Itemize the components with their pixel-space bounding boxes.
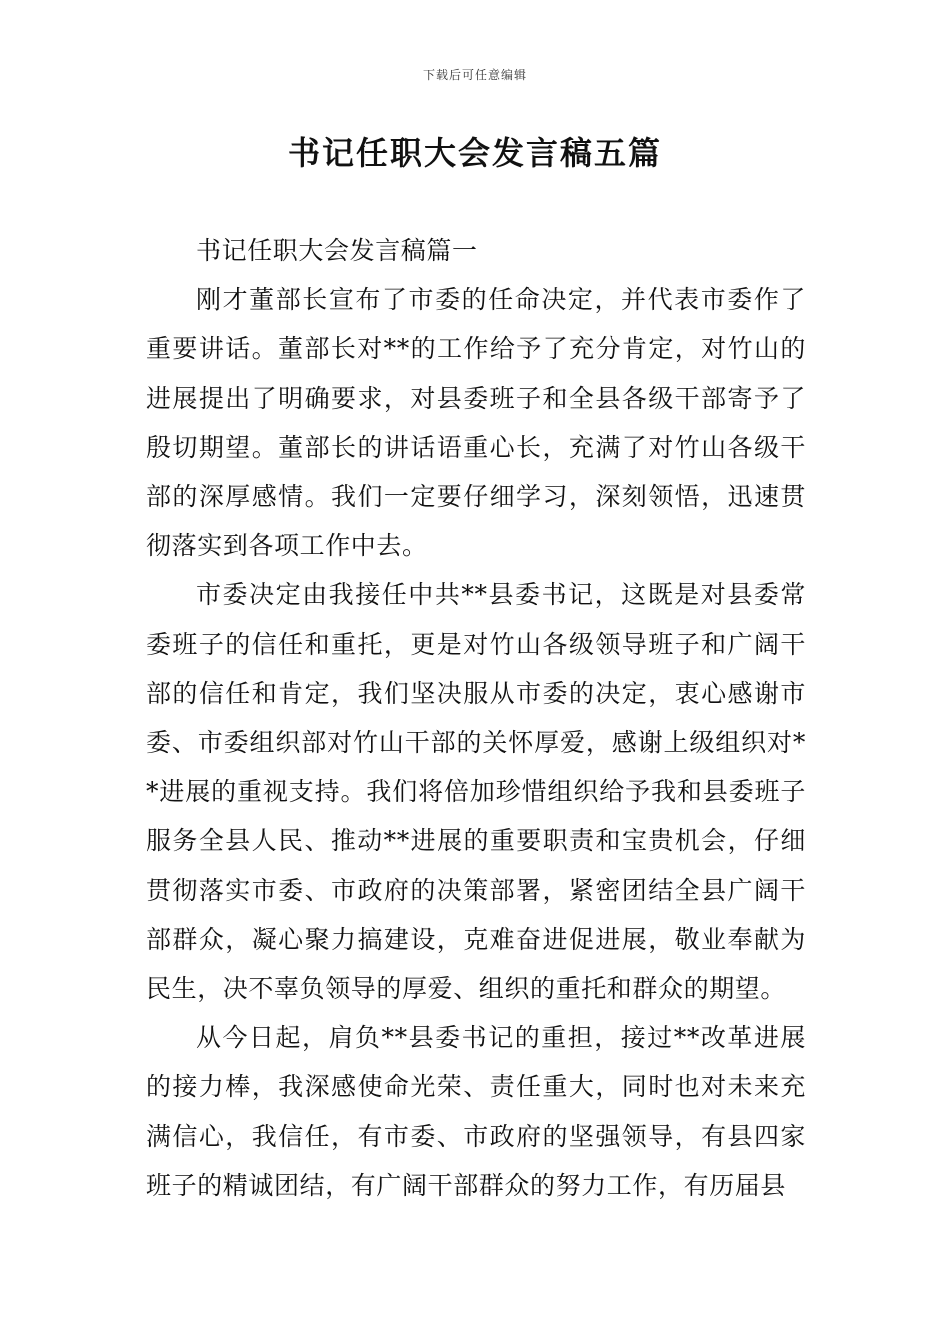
section-subheading: 书记任职大会发言稿篇一 (196, 236, 478, 265)
paragraph-2: 市委决定由我接任中共**县委书记，这既是对县委常委班子的信任和重托，更是对竹山各级领导班子和广阔干部的信任和肯定，我们坚决服从市委的决定，衷心感谢市委、市委组织部对竹山干部的关怀厚爱，感谢上级组织对**进展的重视支持。我们将倍加珍惜组织给予我和县委班子服务全县人民、推动**进展的重要职责和宝贵机会，仔细贯彻落实市委、市政府的决策部署，紧密团结全县广阔干部群众，凝心聚力搞建设，克难奋进促进展，敬业奉献为民生，决不辜负领导的厚爱、组织的重托和群众的期望。 (146, 580, 806, 1004)
document-body (146, 226, 806, 1210)
paragraph-3: 从今日起，肩负**县委书记的重担，接过**改革进展的接力棒，我深感使命光荣、责任重大，同时也对未来充满信心，我信任，有市委、市政府的坚强领导，有县四家班子的精诚团结，有广阔干部群众的努力工作，有历届县 (146, 1023, 806, 1200)
document-title: 书记任职大会发言稿五篇 (287, 134, 662, 172)
paragraph-1: 刚才董部长宣布了市委的任命决定，并代表市委作了重要讲话。董部长对**的工作给予了充分肯定，对竹山的进展提出了明确要求，对县委班子和全县各级干部寄予了殷切期望。董部长的讲话语重心长，充满了对竹山各级干部的深厚感情。我们一定要仔细学习，深刻领悟，迅速贯彻落实到各项工作中去。 (146, 285, 806, 561)
header-note: 下载后可任意编辑 (422, 68, 527, 82)
